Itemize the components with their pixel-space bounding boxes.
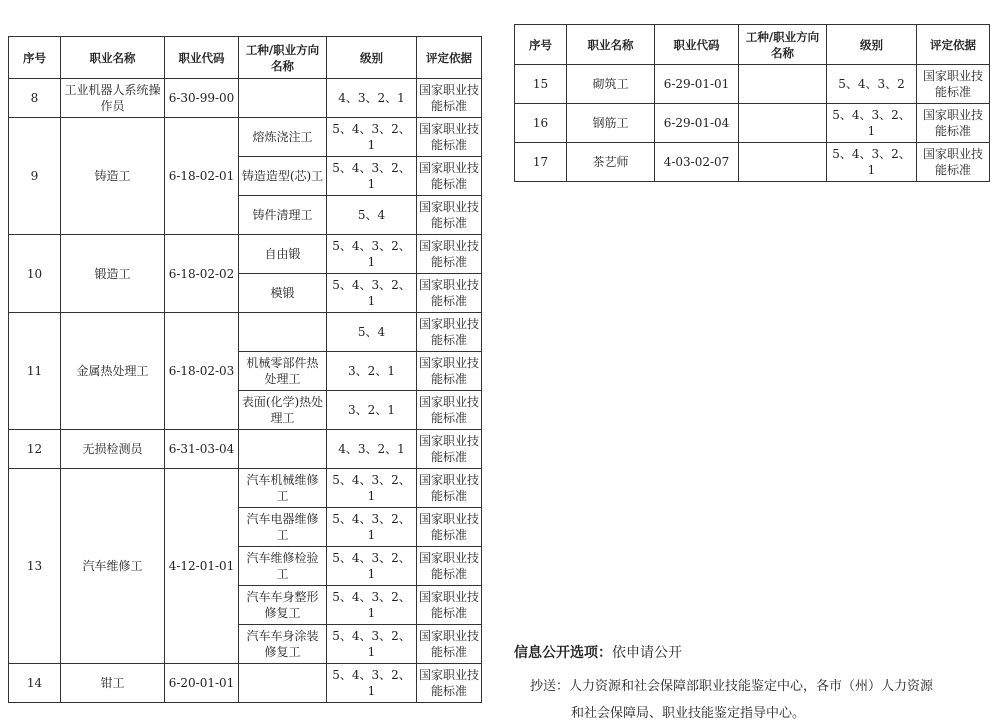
table-row — [9, 79, 482, 118]
cell-basis: 国家职业技能标准 — [417, 79, 482, 118]
header-no: 序号 — [515, 25, 567, 65]
cell-basis: 国家职业技能标准 — [917, 65, 990, 104]
cell-serial-no: 13 — [9, 469, 61, 664]
cell-occupation-code: 6-29-01-01 — [655, 65, 739, 104]
cell-work-type — [239, 430, 327, 469]
table-header-row — [9, 37, 482, 79]
header-type: 工种/职业方向名称 — [739, 25, 827, 65]
cell-basis: 国家职业技能标准 — [417, 469, 482, 508]
cell-level: 5、4、3、2、1 — [827, 143, 917, 182]
disclosure-value: 依申请公开 — [612, 645, 682, 661]
cell-occupation-code: 6-31-03-04 — [165, 430, 239, 469]
cell-work-type: 铸件清理工 — [239, 196, 327, 235]
cell-occupation-code: 4-03-02-07 — [655, 143, 739, 182]
cell-basis: 国家职业技能标准 — [417, 625, 482, 664]
table-row — [515, 65, 990, 104]
cell-occupation-name: 钳工 — [61, 664, 165, 703]
cell-level: 5、4、3、2、1 — [327, 118, 417, 157]
cell-serial-no: 8 — [9, 79, 61, 118]
cell-basis: 国家职业技能标准 — [417, 508, 482, 547]
cell-level: 5、4 — [327, 313, 417, 352]
cell-basis: 国家职业技能标准 — [417, 664, 482, 703]
cell-work-type: 汽车车身整形修复工 — [239, 586, 327, 625]
header-level: 级别 — [327, 37, 417, 79]
cell-level: 5、4、3、2、1 — [327, 664, 417, 703]
cell-work-type — [739, 143, 827, 182]
header-type: 工种/职业方向名称 — [239, 37, 327, 79]
cell-occupation-name: 砌筑工 — [567, 65, 655, 104]
cell-serial-no: 15 — [515, 65, 567, 104]
cell-occupation-code: 6-18-02-01 — [165, 118, 239, 235]
cell-serial-no: 11 — [9, 313, 61, 430]
cell-basis: 国家职业技能标准 — [417, 118, 482, 157]
header-code: 职业代码 — [165, 37, 239, 79]
cell-basis: 国家职业技能标准 — [417, 430, 482, 469]
cell-serial-no: 12 — [9, 430, 61, 469]
cell-level: 5、4、3、2、1 — [827, 104, 917, 143]
cell-work-type: 机械零部件热处理工 — [239, 352, 327, 391]
cell-level: 5、4、3、2、1 — [327, 625, 417, 664]
cell-level: 5、4、3、2 — [827, 65, 917, 104]
header-level: 级别 — [827, 25, 917, 65]
cell-level: 5、4、3、2、1 — [327, 157, 417, 196]
cell-occupation-name: 钢筋工 — [567, 104, 655, 143]
cell-basis: 国家职业技能标准 — [417, 196, 482, 235]
cell-work-type: 汽车维修检验工 — [239, 547, 327, 586]
cell-level: 5、4、3、2、1 — [327, 469, 417, 508]
cell-basis: 国家职业技能标准 — [417, 157, 482, 196]
cell-occupation-code: 6-18-02-03 — [165, 313, 239, 430]
cell-level: 5、4、3、2、1 — [327, 235, 417, 274]
cell-level: 4、3、2、1 — [327, 79, 417, 118]
cell-level: 4、3、2、1 — [327, 430, 417, 469]
cell-basis: 国家职业技能标准 — [417, 586, 482, 625]
cell-basis: 国家职业技能标准 — [917, 143, 990, 182]
table-header-row — [515, 25, 990, 65]
cell-level: 5、4、3、2、1 — [327, 586, 417, 625]
cell-work-type: 汽车机械维修工 — [239, 469, 327, 508]
cell-occupation-name: 无损检测员 — [61, 430, 165, 469]
cell-work-type: 铸造造型(芯)工 — [239, 157, 327, 196]
cell-work-type — [239, 79, 327, 118]
cell-occupation-code: 6-18-02-02 — [165, 235, 239, 313]
cell-occupation-name: 锻造工 — [61, 235, 165, 313]
cell-occupation-code: 4-12-01-01 — [165, 469, 239, 664]
cell-occupation-code: 6-20-01-01 — [165, 664, 239, 703]
cell-occupation-name: 茶艺师 — [567, 143, 655, 182]
disclosure-option — [514, 642, 682, 662]
cell-level: 5、4、3、2、1 — [327, 508, 417, 547]
cell-basis: 国家职业技能标准 — [917, 104, 990, 143]
occupation-table-left — [8, 36, 482, 703]
cell-basis: 国家职业技能标准 — [417, 547, 482, 586]
cell-occupation-name: 金属热处理工 — [61, 313, 165, 430]
table-row — [9, 235, 482, 274]
cc-line-2: 和社会保障局、职业技能鉴定指导中心。 — [571, 706, 806, 721]
table-row — [9, 313, 482, 352]
table-row — [515, 143, 990, 182]
cell-work-type: 熔炼浇注工 — [239, 118, 327, 157]
cell-work-type — [739, 65, 827, 104]
cell-serial-no: 16 — [515, 104, 567, 143]
cell-work-type: 表面(化学)热处理工 — [239, 391, 327, 430]
cell-basis: 国家职业技能标准 — [417, 352, 482, 391]
cell-work-type — [739, 104, 827, 143]
cell-occupation-name: 工业机器人系统操作员 — [61, 79, 165, 118]
header-no: 序号 — [9, 37, 61, 79]
header-basis: 评定依据 — [917, 25, 990, 65]
cell-work-type — [239, 664, 327, 703]
cell-level: 3、2、1 — [327, 391, 417, 430]
cell-basis: 国家职业技能标准 — [417, 391, 482, 430]
cell-serial-no: 14 — [9, 664, 61, 703]
cell-level: 3、2、1 — [327, 352, 417, 391]
cell-basis: 国家职业技能标准 — [417, 274, 482, 313]
table-row — [9, 664, 482, 703]
header-name: 职业名称 — [61, 37, 165, 79]
table-body — [9, 79, 482, 703]
cell-level: 5、4 — [327, 196, 417, 235]
cell-level: 5、4、3、2、1 — [327, 547, 417, 586]
table-body — [515, 65, 990, 182]
cell-basis: 国家职业技能标准 — [417, 235, 482, 274]
cell-work-type: 汽车电器维修工 — [239, 508, 327, 547]
header-basis: 评定依据 — [417, 37, 482, 79]
header-code: 职业代码 — [655, 25, 739, 65]
table-row — [9, 118, 482, 157]
cell-work-type — [239, 313, 327, 352]
table-row — [9, 430, 482, 469]
cell-work-type: 自由锻 — [239, 235, 327, 274]
occupation-table-right — [514, 24, 990, 182]
table-row — [515, 104, 990, 143]
cell-serial-no: 10 — [9, 235, 61, 313]
cell-serial-no: 17 — [515, 143, 567, 182]
cell-occupation-code: 6-30-99-00 — [165, 79, 239, 118]
cell-occupation-name: 汽车维修工 — [61, 469, 165, 664]
cell-occupation-name: 铸造工 — [61, 118, 165, 235]
disclosure-label: 信息公开选项： — [514, 645, 612, 661]
cell-work-type: 模锻 — [239, 274, 327, 313]
cell-level: 5、4、3、2、1 — [327, 274, 417, 313]
cell-serial-no: 9 — [9, 118, 61, 235]
cell-work-type: 汽车车身涂装修复工 — [239, 625, 327, 664]
header-name: 职业名称 — [567, 25, 655, 65]
table-row — [9, 469, 482, 508]
cell-occupation-code: 6-29-01-04 — [655, 104, 739, 143]
cc-line-1: 抄送：人力资源和社会保障部职业技能鉴定中心，各市（州）人力资源 — [530, 679, 934, 694]
cell-basis: 国家职业技能标准 — [417, 313, 482, 352]
